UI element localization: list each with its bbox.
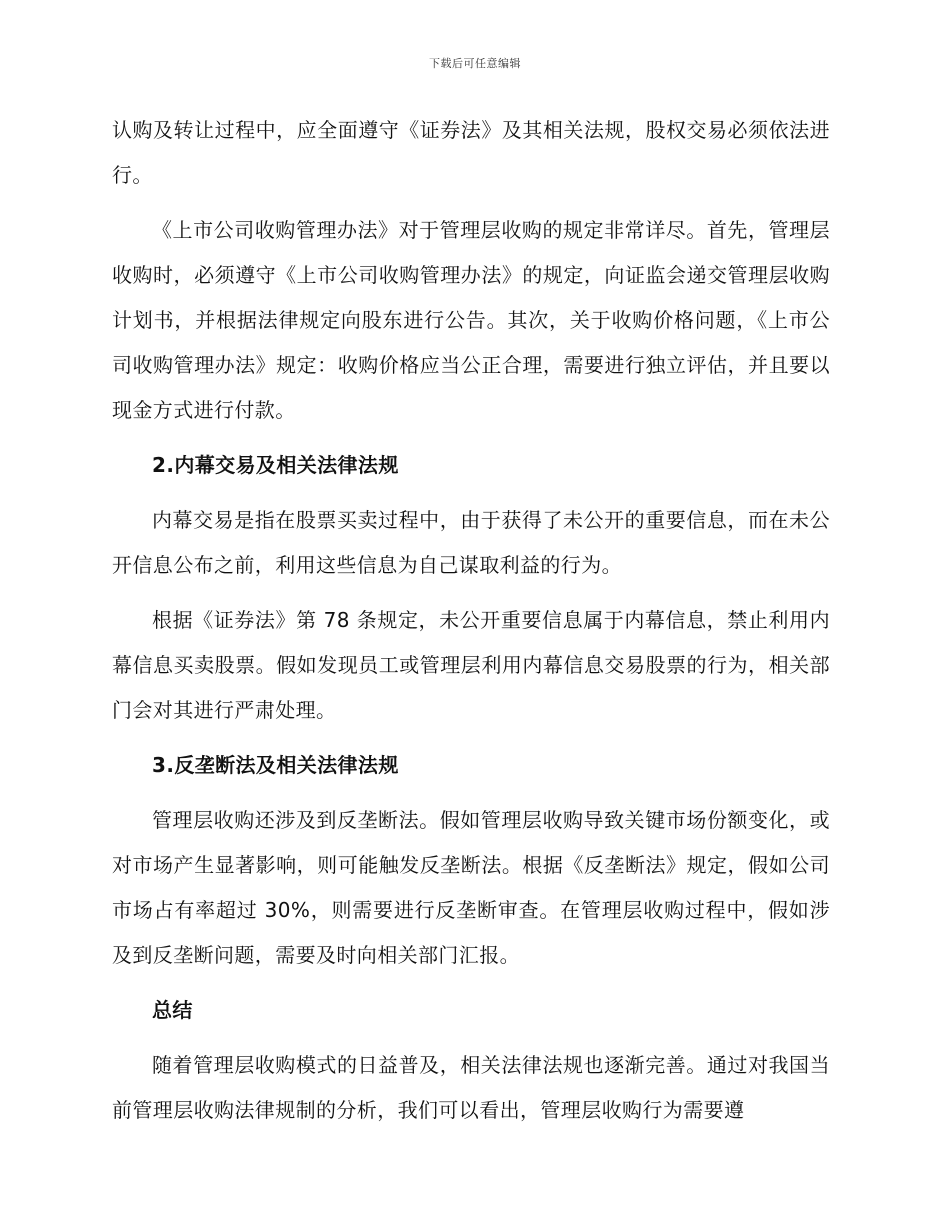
paragraph-insider-rules: 根据《证券法》第 78 条规定，未公开重要信息属于内幕信息，禁止利用内幕信息买卖股票。假如发现员工或管理层利用内幕信息交易股票的行为，相关部门会对其进行严肃处理。 <box>112 608 830 722</box>
paragraph-takeover-rules: 《上市公司收购管理办法》对于管理层收购的规定非常详尽。首先，管理层收购时，必须遵守《上市公司收购管理办法》的规定，向证监会递交管理层收购计划书，并根据法律规定向股东进行公告。其次，关于收购价格问题，《上市公司收购管理办法》规定：收购价格应当公正合理，需要进行独立评估，并且要以现金方式进行付款。 <box>112 218 830 422</box>
paragraph-summary: 随着管理层收购模式的日益普及，相关法律法规也逐渐完善。通过对我国当前管理层收购法律规制的分析，我们可以看出，管理层收购行为需要遵 <box>112 1053 830 1122</box>
section-heading-antitrust: 3.反垄断法及相关法律法规 <box>152 753 399 777</box>
section-heading-insider-trading: 2.内幕交易及相关法律法规 <box>152 453 399 477</box>
section-heading-summary: 总结 <box>152 998 193 1022</box>
header-note: 下载后可任意编辑 <box>429 57 521 70</box>
paragraph-insider-definition: 内幕交易是指在股票买卖过程中，由于获得了未公开的重要信息，而在未公开信息公布之前，利用这些信息为自己谋取利益的行为。 <box>112 508 830 577</box>
paragraph-continuation: 认购及转让过程中，应全面遵守《证券法》及其相关法规，股权交易必须依法进行。 <box>112 118 830 187</box>
document-body <box>112 108 830 1143</box>
paragraph-antitrust: 管理层收购还涉及到反垄断法。假如管理层收购导致关键市场份额变化，或对市场产生显著影响，则可能触发反垄断法。根据《反垄断法》规定，假如公司市场占有率超过 30%，则需要进行反垄断审查。在管理层收购过程中，假如涉及到反垄断问题，需要及时向相关部门汇报。 <box>112 808 830 967</box>
